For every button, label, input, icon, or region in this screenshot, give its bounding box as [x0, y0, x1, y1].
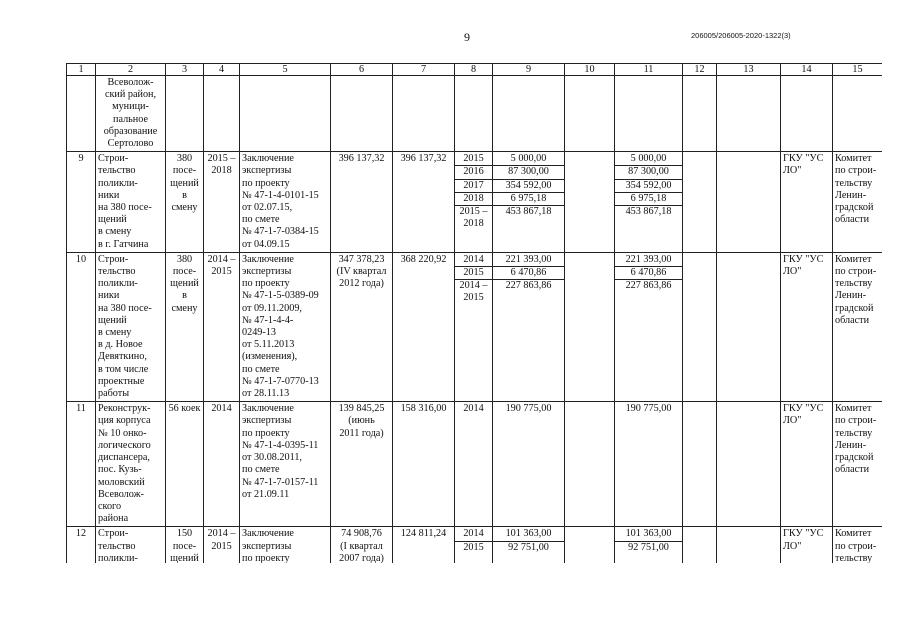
construction-period: 2014 — [204, 402, 240, 527]
header-cell: 1 — [67, 64, 96, 76]
funding-year-item: 2015 — [455, 267, 492, 280]
header-cell: 14 — [781, 64, 833, 76]
funding-amount-item: 190 775,00 — [505, 403, 552, 415]
funding-year-item: 2016 — [455, 166, 492, 179]
funding-year-item: 2014 – 2015 — [459, 280, 488, 304]
funding-amount — [493, 152, 565, 253]
regional-amount-item: 6 470,86 — [615, 267, 682, 280]
funding-year-item: 2014 — [455, 528, 492, 541]
funding-year-item: 2014 — [455, 254, 492, 267]
expertise-basis: Заключение экспертизы по проекту № 47-1-5-0389-09 от 09.11.2009, № 47-1-4-4- 0249-13 от 5.11.2013 (изменения), по смете № 47-1-7-0770-13 от 28.11.13 — [240, 252, 331, 401]
expertise-basis: Заключение экспертизы по проекту № 47-1-4-0395-11 от 30.08.2011, по смете № 47-1-7-0157-11 от 21.09.11 — [240, 402, 331, 527]
table-row — [67, 402, 883, 527]
continuation-name: Всеволож- ский район, муници- пальное образование Сертолово — [96, 76, 166, 152]
object-capacity: 150 посе- щений — [166, 527, 204, 563]
funding-year-item: 2015 — [455, 153, 492, 166]
row-number: 12 — [67, 527, 96, 563]
regional-amount — [615, 402, 683, 527]
regional-amount — [615, 252, 683, 401]
funding-year — [455, 252, 493, 401]
funding-amount-item: 87 300,00 — [493, 166, 564, 179]
object-name: Строи- тельство поликли- — [96, 527, 166, 563]
object-name: Реконструк- ция корпуса № 10 онко- логического диспансера, пос. Кузь- моловский Всеволож- ского района — [96, 402, 166, 527]
funding-amount-item: 6 975,18 — [493, 193, 564, 206]
funding-year — [455, 402, 493, 527]
empty-col-12 — [683, 527, 717, 563]
header-cell: 7 — [393, 64, 455, 76]
objects-table — [66, 63, 882, 563]
funding-year-item: 2017 — [455, 180, 492, 193]
funding-amount-item: 227 863,86 — [505, 280, 552, 292]
regional-amount — [615, 527, 683, 563]
regional-amount-item: 221 393,00 — [615, 254, 682, 267]
funding-amount-item: 6 470,86 — [493, 267, 564, 280]
funding-year-item: 2015 – 2018 — [459, 206, 488, 230]
row-number: 10 — [67, 252, 96, 401]
responsible-body: Комитет по строи- тельству Ленин- градской области — [833, 402, 883, 527]
estimated-cost: 396 137,32 — [331, 152, 393, 253]
header-cell: 10 — [565, 64, 615, 76]
expertise-basis: Заключение экспертизы по проекту № 47-1-4-0101-15 от 02.07.15, по смете № 47-1-7-0384-15 от 04.09.15 — [240, 152, 331, 253]
funding-amount-item: 92 751,00 — [508, 541, 549, 553]
object-capacity: 380 посе- щений в смену — [166, 252, 204, 401]
regional-amount-item: 354 592,00 — [615, 180, 682, 193]
responsible-body: Комитет по строи- тельству Ленин- градской области — [833, 152, 883, 253]
object-name: Строи- тельство поликли- ники на 380 посе- щений в смену в д. Новое Девяткино, в том числе проектные работы — [96, 252, 166, 401]
empty-col-12 — [683, 152, 717, 253]
header-row — [67, 64, 883, 76]
table-row — [67, 152, 883, 253]
header-cell: 11 — [615, 64, 683, 76]
header-cell: 13 — [717, 64, 781, 76]
table-body — [67, 152, 883, 563]
construction-period: 2014 – 2015 — [204, 527, 240, 563]
regional-amount-item: 190 775,00 — [625, 403, 672, 415]
funding-amount — [493, 527, 565, 563]
funding-year-item: 2014 — [463, 403, 484, 415]
current-cost: 368 220,92 — [393, 252, 455, 401]
funding-year — [455, 527, 493, 563]
header-cell: 8 — [455, 64, 493, 76]
responsible-body: Комитет по строи- тельству Ленин- градской области — [833, 252, 883, 401]
header-cell: 15 — [833, 64, 883, 76]
customer: ГКУ "УС ЛО" — [781, 527, 833, 563]
empty-col-13 — [717, 402, 781, 527]
regional-amount-item: 227 863,86 — [625, 280, 672, 292]
continuation-row — [67, 76, 883, 152]
header-cell: 5 — [240, 64, 331, 76]
regional-amount-item: 87 300,00 — [615, 166, 682, 179]
funding-amount-item: 221 393,00 — [493, 254, 564, 267]
regional-amount-item: 92 751,00 — [628, 541, 669, 553]
funding-amount-item: 354 592,00 — [493, 180, 564, 193]
empty-col-10 — [565, 152, 615, 253]
funding-amount-item: 5 000,00 — [493, 153, 564, 166]
table-row — [67, 527, 883, 563]
table-frame — [66, 63, 882, 563]
current-cost: 158 316,00 — [393, 402, 455, 527]
responsible-body: Комитет по строи- тельству — [833, 527, 883, 563]
empty-col-13 — [717, 152, 781, 253]
document-id: 206005/206005-2020-1322(3) — [691, 31, 791, 40]
empty-col-13 — [717, 527, 781, 563]
page-number: 9 — [464, 30, 470, 44]
regional-amount — [615, 152, 683, 253]
header-cell: 4 — [204, 64, 240, 76]
customer: ГКУ "УС ЛО" — [781, 402, 833, 527]
header-cell: 9 — [493, 64, 565, 76]
funding-amount — [493, 402, 565, 527]
header-cell: 3 — [166, 64, 204, 76]
empty-col-10 — [565, 402, 615, 527]
empty-col-12 — [683, 252, 717, 401]
object-capacity: 380 посе- щений в смену — [166, 152, 204, 253]
header-cell: 12 — [683, 64, 717, 76]
customer: ГКУ "УС ЛО" — [781, 152, 833, 253]
empty-col-13 — [717, 252, 781, 401]
empty-col-10 — [565, 252, 615, 401]
empty-col-10 — [565, 527, 615, 563]
funding-amount-item: 101 363,00 — [493, 528, 564, 541]
header-cell: 2 — [96, 64, 166, 76]
object-capacity: 56 коек — [166, 402, 204, 527]
funding-year — [455, 152, 493, 253]
estimated-cost: 347 378,23 (IV квартал 2012 года) — [331, 252, 393, 401]
table-row — [67, 252, 883, 401]
current-cost: 124 811,24 — [393, 527, 455, 563]
empty-col-12 — [683, 402, 717, 527]
funding-amount-item: 453 867,18 — [505, 206, 552, 218]
regional-amount-item: 5 000,00 — [615, 153, 682, 166]
customer: ГКУ "УС ЛО" — [781, 252, 833, 401]
funding-year-item: 2015 — [463, 541, 484, 553]
regional-amount-item: 6 975,18 — [615, 193, 682, 206]
object-name: Строи- тельство поликли- ники на 380 посе- щений в смену в г. Гатчина — [96, 152, 166, 253]
row-number: 9 — [67, 152, 96, 253]
funding-year-item: 2018 — [455, 193, 492, 206]
construction-period: 2015 – 2018 — [204, 152, 240, 253]
funding-amount — [493, 252, 565, 401]
estimated-cost: 139 845,25 (июнь 2011 года) — [331, 402, 393, 527]
expertise-basis: Заключение экспертизы по проекту — [240, 527, 331, 563]
row-number: 11 — [67, 402, 96, 527]
current-cost: 396 137,32 — [393, 152, 455, 253]
regional-amount-item: 101 363,00 — [615, 528, 682, 541]
header-cell: 6 — [331, 64, 393, 76]
regional-amount-item: 453 867,18 — [625, 206, 672, 218]
construction-period: 2014 – 2015 — [204, 252, 240, 401]
estimated-cost: 74 908,76 (I квартал 2007 года) — [331, 527, 393, 563]
